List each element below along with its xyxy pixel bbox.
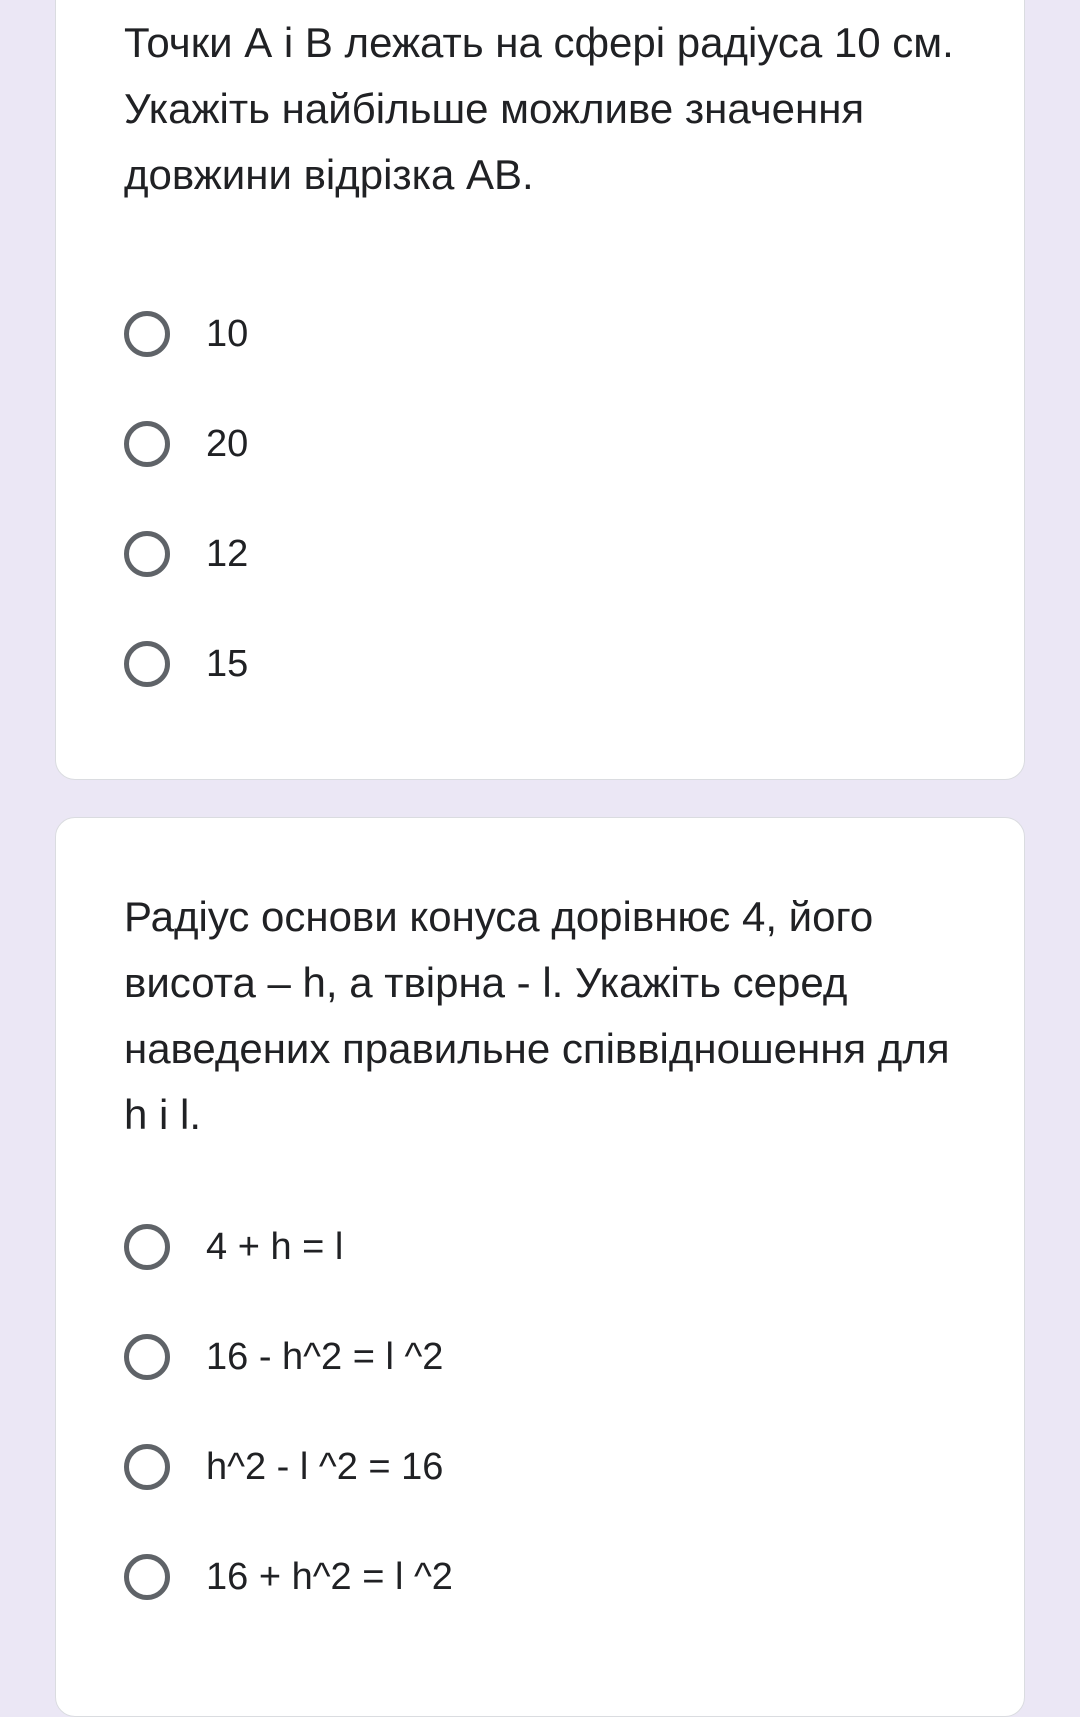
radio-unchecked-icon[interactable] bbox=[124, 421, 170, 467]
option-label: 15 bbox=[206, 643, 249, 685]
option-label: 4 + h = l bbox=[206, 1226, 344, 1268]
radio-unchecked-icon[interactable] bbox=[124, 1444, 170, 1490]
question-text: Точки А і В лежать на сфері радіуса 10 см. Укажіть найбільше можливе значення довжини відрізка АВ. bbox=[124, 19, 954, 198]
radio-unchecked-icon[interactable] bbox=[124, 1554, 170, 1600]
option-20[interactable] bbox=[124, 414, 248, 474]
option-10[interactable] bbox=[124, 304, 248, 364]
option-label: 12 bbox=[206, 533, 249, 575]
option-16-plus-h2-equals-l2[interactable] bbox=[124, 1547, 453, 1607]
question-card-1 bbox=[55, 0, 1025, 780]
option-label: 16 - h^2 = l ^2 bbox=[206, 1336, 444, 1378]
radio-unchecked-icon[interactable] bbox=[124, 1224, 170, 1270]
question-card-2 bbox=[55, 817, 1025, 1717]
radio-unchecked-icon[interactable] bbox=[124, 311, 170, 357]
option-label: 10 bbox=[206, 313, 249, 355]
option-h2-minus-l2-equals-16[interactable] bbox=[124, 1437, 443, 1497]
option-16-minus-h2-equals-l2[interactable] bbox=[124, 1327, 443, 1387]
radio-unchecked-icon[interactable] bbox=[124, 531, 170, 577]
radio-unchecked-icon[interactable] bbox=[124, 641, 170, 687]
option-label: 16 + h^2 = l ^2 bbox=[206, 1556, 453, 1598]
option-12[interactable] bbox=[124, 524, 248, 584]
question-text: Радіус основи конуса дорівнює 4, його висота – h, а твірна - l. Укажіть серед наведених правильне співвідношення для h і l. bbox=[124, 893, 950, 1138]
option-label: 20 bbox=[206, 423, 249, 465]
option-15[interactable] bbox=[124, 634, 248, 694]
option-label: h^2 - l ^2 = 16 bbox=[206, 1446, 444, 1488]
option-4-plus-h-equals-l[interactable] bbox=[124, 1217, 343, 1277]
radio-unchecked-icon[interactable] bbox=[124, 1334, 170, 1380]
